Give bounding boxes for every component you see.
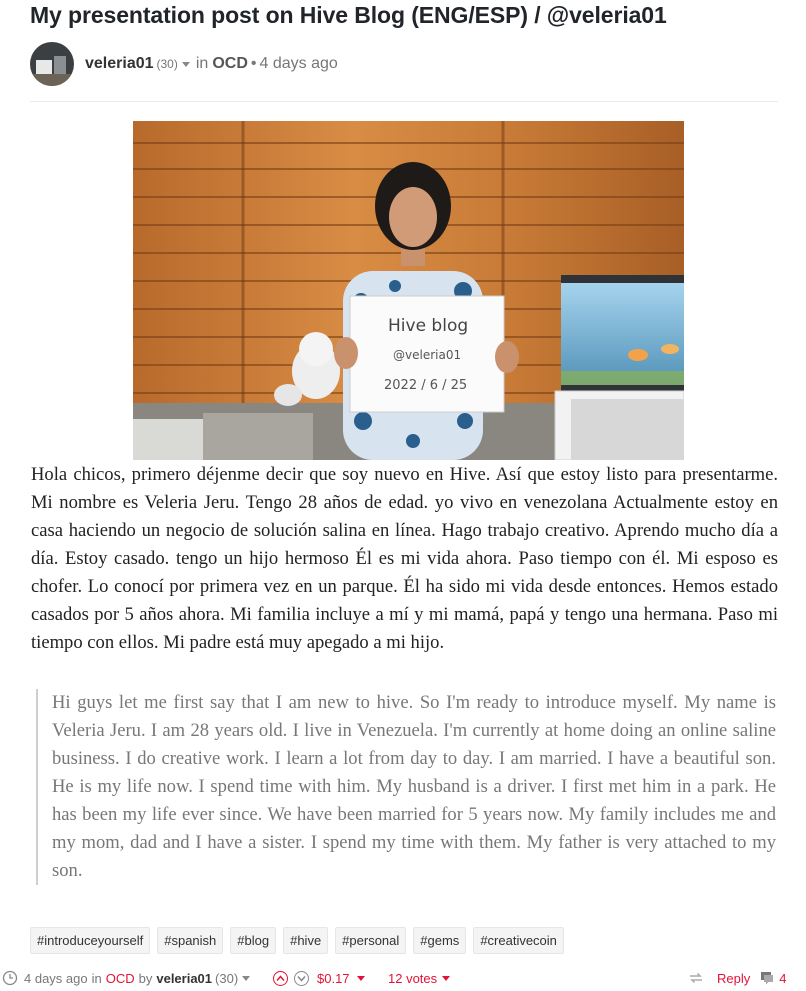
footer-author-caret-icon[interactable] [242,976,250,981]
sign-text-line2: @veleria01 [393,348,462,362]
footer-by-label: by [138,970,153,986]
author-row [30,42,338,86]
tag-list [30,927,564,954]
footer-reputation: (30) [215,970,239,986]
tag-gems[interactable]: #gems [413,927,466,954]
author-reputation: (30) [156,57,178,71]
separator-dot: • [250,55,257,72]
footer-community-link[interactable]: OCD [105,970,135,986]
footer-time: 4 days ago [24,970,88,986]
comments-icon[interactable] [760,971,774,985]
comments-count[interactable]: 4 [779,970,787,986]
post-photo[interactable] [133,121,684,460]
votes-count[interactable]: 12 votes [388,970,438,986]
post-time: 4 days ago [259,55,338,72]
author-menu-caret-icon[interactable] [182,62,190,67]
tag-blog[interactable]: #blog [230,927,276,954]
post-footer [2,968,806,990]
votes-caret-icon[interactable] [442,976,450,981]
in-label: in [195,55,209,72]
upvote-icon[interactable] [273,971,288,986]
clock-icon [2,970,18,986]
sign-text-line1: Hive blog [388,316,469,336]
reply-link[interactable]: Reply [717,970,751,986]
reblog-icon[interactable] [688,971,704,985]
community-link[interactable]: OCD [212,55,248,72]
tag-personal[interactable]: #personal [335,927,406,954]
sign-text-line3: 2022 / 6 / 25 [384,378,468,393]
post-body-spanish: Hola chicos, primero déjenme decir que soy nuevo en Hive. Así que estoy listo para presentarme. Mi nombre es Veleria Jeru. Tengo 28 años de edad. yo vivo en venezolana Actualmente estoy en casa haciendo un negocio de solución salina en línea. Hago trabajo creativo. Aprendo mucho día a día. Estoy casado. tengo un hijo hermoso Él es mi vida ahora. Paso tiempo con él. Mi esposo es chofer. Lo conocí por primera vez en un parque. Él ha sido mi vida desde entonces. Hemos estado casados por 5 años ahora. Mi familia incluye a mí y mi mamá, papá y tengo una hermana. Paso mi tiempo con ellos. Mi padre está muy apegado a mi hijo. [31,464,778,653]
tag-introduceyourself[interactable]: #introduceyourself [30,927,150,954]
downvote-icon[interactable] [294,971,309,986]
tag-creativecoin[interactable]: #creativecoin [473,927,564,954]
footer-author-link[interactable]: veleria01 [156,970,213,986]
header-divider [30,101,778,102]
payout-value[interactable]: $0.17 [317,970,350,986]
post-body-english-quote: Hi guys let me first say that I am new to hive. So I'm ready to introduce myself. My name is Veleria Jeru. I am 28 years old. I live in Venezuela. I'm currently at home doing an online saline business. I do creative work. I learn a lot from day to day. I am married. I have a beautiful son. He is my life now. I spend time with him. My husband is a driver. I first met him in a park. He has been my life ever since. We have been married for 5 years now. My family includes me and my mom, dad and I have a sister. I spend my time with them. My father is very attached to my son. [36,689,776,885]
avatar[interactable] [30,42,74,86]
footer-in-label: in [91,970,102,986]
payout-caret-icon[interactable] [357,976,365,981]
post-title: My presentation post on Hive Blog (ENG/ESP) / @veleria01 [30,2,667,28]
author-link[interactable]: veleria01 [85,55,154,72]
tag-hive[interactable]: #hive [283,927,328,954]
tag-spanish[interactable]: #spanish [157,927,223,954]
